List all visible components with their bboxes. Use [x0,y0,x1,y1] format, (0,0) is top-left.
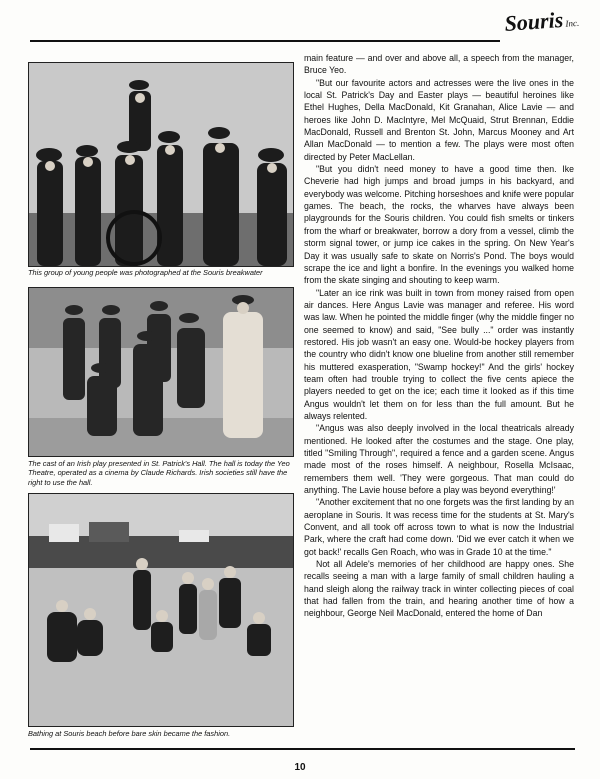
photo-caption-3: Bathing at Souris beach before bare skin became the fashion. [28,729,231,738]
photo-group-breakwater-image [29,63,293,266]
logo-subtext: Inc. [565,17,580,29]
article-paragraph: "Another excitement that no one forgets was the first landing by an aeroplane in Souris. It was recess time for the students at St. Mary's Convent, and all took off across town to what is now the Industrial Park, where the craft had come down. 'Did we ever catch it when we got back!' recalls Gen Roach, who was in Grade 10 at the time." [304,497,574,557]
photo-group-breakwater [28,62,294,267]
bottom-rule [30,748,575,750]
magazine-logo [504,5,592,51]
photo-irish-play-cast [28,287,294,457]
photo-irish-play-cast-image [29,288,293,456]
photo-souris-beach [28,493,294,727]
article-paragraph: "Later an ice rink was built in town from money raised from open air dances. Here Angus Lavie was manager and referee. His word was law. When he pointed the middle finger (why the middle finger no one seemed to know) and said, "See bully ..." order was instantly restored. His job wasn't an easy one. Would-be hockey players from the country who didn't know one blueline from another still remember his muttered exasperation, "Swamp hockey!" And the girls' hockey team often had trouble trying to collect the five cents apiece the players needed to get on the ice; each time it looked as if this time Angus wouldn't let them on for less than the full amount. But he always relented. [304,287,574,421]
article-paragraph: "Angus was also deeply involved in the local theatricals already mentioned. He looked after the costumes and the stage. One play, titled "Smiling Through", required a fence and a garden scene. Angus made most of the roses himself. A neighbour, Rosella McIsaac, remembers them well. 'They were gorgeous. That man could do anything. The Lavie house before a play was beyond everything!' [304,423,574,496]
article-paragraph: "But you didn't need money to have a good time then. Ike Cheverie had high jumps and broad jumps in his backyard, and everybody was welcome. Pitching horseshoes and knife were popular games. The beach, the rocks, the wharves have always been playgrounds for the Souris children. You could fish smelts or tinkers from the wharf or breakwater, borrow a dory from a vessel, climb the storm signal tower, or jump ice cakes in the spring. On New Year's Day it was usually safe to skate on Norris's Pond. The boys would scrape the ice and light a bonfire. In the evenings you walked home from the skate singing and shouting to keep warm. [304,164,574,286]
photo-souris-beach-image [29,494,293,726]
logo-text: Souris [503,6,565,36]
photo-caption-1: This group of young people was photographed at the Souris breakwater [28,268,263,277]
article-paragraph: "But our favourite actors and actresses were the live ones in the local St. Patrick's Day and Easter plays — beautiful heroines like Ethel Hughes, Della MacDonald, Kit Granahan, Alice Lavie — and heroes like John D. MacIntyre, Mel McQuaid, Strut Brennan, Eddie MacDonald, Russell and Brenton St. John, Marcus Mooney and Art Allan MacDonald — to mention a few. The plays were most often directed by Peter MacLellan. [304,77,574,162]
top-rule [30,40,500,42]
page-number: 10 [294,762,306,773]
article-paragraph: main feature — and over and above all, a speech from the manager, Bruce Yeo. [304,53,574,76]
article-text [304,52,574,620]
article-paragraph: Not all Adele's memories of her childhood are happy ones. She recalls seeing a man with a large family of small children hauling a hand sleigh along the railway track in winter collecting pieces of coal that had fallen from the train, and hearing another time of how a neighbour, George Neil MacDonald, entered the home of Dan [304,559,574,619]
photo-caption-2: The cast of an Irish play presented in St. Patrick's Hall. The hall is today the Yeo Theatre, operated as a cinema by Claude Richards. Irish societies still have the right to use the hall. [28,459,290,487]
